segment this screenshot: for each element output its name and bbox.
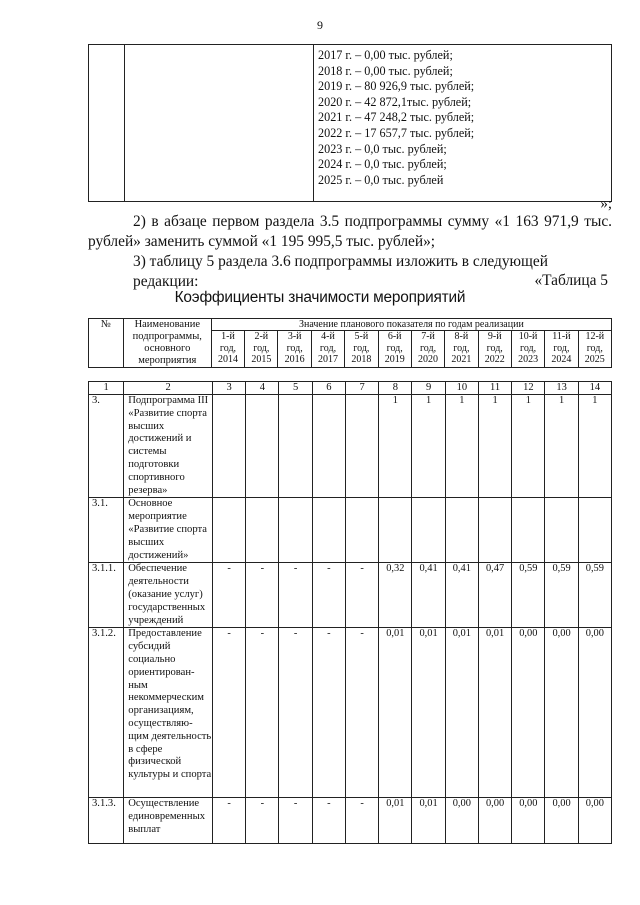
header-year-word: год, (519, 342, 537, 354)
row-name: Основное мероприятие «Развитие спорта высших достижений» (124, 498, 213, 563)
header-year-9 (478, 331, 511, 368)
page-number: 9 (317, 18, 323, 32)
header-year-ord: 10-й (518, 331, 538, 342)
header-year-year: 2015 (251, 354, 272, 365)
funding-continuation-table (88, 44, 612, 202)
row-value: 0,59 (578, 563, 611, 628)
header-year-word: год, (286, 342, 303, 354)
row-number: 3.1.1. (89, 563, 124, 628)
row-value: 1 (412, 395, 445, 498)
row-name: Обеспечение деятельности (оказание услуг) государственных учреждений (124, 563, 213, 628)
row-value: - (345, 563, 378, 628)
header-year-ord: 9-й (487, 331, 502, 342)
row-value: - (279, 563, 312, 628)
row-value: - (246, 563, 279, 628)
table-row (89, 798, 612, 844)
header-year-ord: 3-й (287, 331, 302, 342)
row-value: 0,01 (412, 628, 445, 798)
row-value: 0,01 (445, 628, 478, 798)
row-value: 0,32 (379, 563, 412, 628)
header-year-year: 2021 (451, 354, 472, 365)
row-value: 0,01 (412, 798, 445, 844)
header-year-11 (545, 331, 578, 368)
row-value: 0,00 (478, 798, 511, 844)
row-value: 1 (578, 395, 611, 498)
paragraph-amendment-2 (88, 212, 612, 252)
header-year-ord: 2-й (254, 331, 269, 342)
column-index: 9 (412, 382, 445, 395)
row-value (279, 395, 312, 498)
column-index: 10 (445, 382, 478, 395)
header-year-ord: 6-й (387, 331, 402, 342)
header-year-word: год, (353, 342, 370, 354)
funding-line: 2022 г. – 17 657,7 тыс. рублей; (318, 125, 475, 140)
row-value: 1 (545, 395, 578, 498)
header-year-4 (311, 331, 344, 368)
header-year-8 (445, 331, 478, 368)
column-index: 3 (212, 382, 245, 395)
row-number: 3.1. (89, 498, 124, 563)
table-title: Коэффициенты значимости мероприятий (174, 289, 466, 306)
header-year-word: год, (586, 342, 603, 354)
row-value (412, 498, 445, 563)
row-value: - (212, 563, 245, 628)
row-value: 0,01 (379, 798, 412, 844)
header-year-year: 2025 (584, 354, 605, 365)
row-value: 0,00 (578, 628, 611, 798)
column-index: 12 (512, 382, 545, 395)
header-year-6 (378, 331, 411, 368)
closing-quote: »; (600, 196, 612, 212)
row-value: - (312, 563, 345, 628)
row-value (345, 498, 378, 563)
header-year-year: 2022 (484, 354, 505, 365)
header-year-year: 2023 (518, 354, 539, 365)
header-year-word: год, (386, 342, 403, 354)
row-value: 0,59 (512, 563, 545, 628)
header-year-word: год, (486, 342, 503, 354)
funding-line: 2021 г. – 47 248,2 тыс. рублей; (318, 110, 475, 125)
header-year-word: год, (253, 342, 270, 354)
header-year-ord: 12-й (585, 331, 605, 342)
row-value: 0,00 (512, 628, 545, 798)
row-value (478, 498, 511, 563)
header-year-word: год, (219, 342, 237, 354)
funding-line: 2025 г. – 0,0 тыс. рублей (318, 172, 444, 187)
row-value: 0,00 (445, 798, 478, 844)
header-year-ord: 1-й (221, 331, 235, 342)
table-row (89, 395, 612, 498)
row-value: 0,00 (545, 628, 578, 798)
column-index: 6 (312, 382, 345, 395)
coefficients-table-header (88, 318, 612, 368)
row-value: 1 (445, 395, 478, 498)
row-value: - (312, 628, 345, 798)
row-value: - (212, 628, 245, 798)
row-value (379, 498, 412, 563)
header-year-3 (278, 331, 311, 368)
funding-line: 2017 г. – 0,00 тыс. рублей; (318, 48, 453, 62)
table-row (89, 563, 612, 628)
empty-cell (89, 45, 125, 202)
row-value: 0,41 (445, 563, 478, 628)
header-num: № (89, 319, 124, 368)
row-value: 0,01 (379, 628, 412, 798)
header-year-word: год, (553, 342, 570, 354)
paragraph-amendment-3: 3) таблицу 5 раздела 3.6 подпрограммы изложить в следующей редакции: (133, 253, 548, 290)
row-value: - (246, 628, 279, 798)
header-year-year: 2017 (318, 354, 338, 365)
row-value (212, 498, 245, 563)
row-value (246, 498, 279, 563)
column-index: 14 (578, 382, 611, 395)
header-year-ord: 8-й (454, 331, 469, 342)
row-value: - (212, 798, 245, 844)
header-year-5 (345, 331, 378, 368)
funding-line: 2023 г. – 0,0 тыс. рублей; (318, 141, 447, 156)
coefficients-table-body (88, 381, 612, 844)
table-row (89, 628, 612, 798)
row-name: Осуществление единовременных выплат (124, 798, 213, 844)
header-year-1 (211, 331, 244, 368)
row-value: 0,41 (412, 563, 445, 628)
column-index: 8 (379, 382, 412, 395)
header-year-word: год, (453, 342, 470, 354)
column-index: 13 (545, 382, 578, 395)
header-group: Значение планового показателя по годам реализации (211, 319, 611, 331)
funding-line: 2020 г. – 42 872,1тыс. рублей; (318, 94, 472, 109)
row-value: - (345, 628, 378, 798)
row-value (545, 498, 578, 563)
paragraph-line: 2) в абзаце первом раздела 3.5 подпрограммы сумму «1 163 971,9 тыс. (133, 213, 612, 230)
row-value: 0,00 (512, 798, 545, 844)
header-year-12 (578, 331, 611, 368)
funding-line: 2024 г. – 0,0 тыс. рублей; (318, 157, 447, 172)
header-year-2 (245, 331, 278, 368)
header-year-ord: 7-й (421, 331, 435, 342)
row-value (345, 395, 378, 498)
header-name: Наименование подпрограммы, основного мероприятия (123, 319, 211, 368)
funding-lines (314, 45, 612, 202)
row-value: - (246, 798, 279, 844)
row-value: 1 (478, 395, 511, 498)
row-value: 0,01 (478, 628, 511, 798)
funding-line: 2019 г. – 80 926,9 тыс. рублей; (318, 79, 475, 94)
column-index: 11 (478, 382, 511, 395)
header-year-ord: 5-й (354, 331, 369, 342)
row-number: 3.1.3. (89, 798, 124, 844)
row-value (578, 498, 611, 563)
column-index: 1 (89, 382, 124, 395)
header-year-ord: 4-й (321, 331, 335, 342)
header-year-word: год, (319, 342, 337, 354)
empty-cell (125, 45, 314, 202)
header-year-year: 2016 (284, 354, 305, 365)
column-index: 4 (246, 382, 279, 395)
row-value: 0,00 (545, 798, 578, 844)
column-index: 7 (345, 382, 378, 395)
row-value: - (279, 628, 312, 798)
header-year-ord: 11-й (552, 331, 571, 342)
column-index-row (89, 382, 612, 395)
row-value (312, 498, 345, 563)
header-year-year: 2024 (551, 354, 572, 365)
table-row (89, 498, 612, 563)
row-value: 1 (512, 395, 545, 498)
row-name: Предоставление субсидий социально ориентирован-ным некоммерческим организациям, осуществляю-щим деятельность в сфере физической культуры и спорта (124, 628, 213, 798)
row-value (246, 395, 279, 498)
row-value: 0,59 (545, 563, 578, 628)
row-value: - (279, 798, 312, 844)
column-index: 2 (124, 382, 213, 395)
header-year-year: 2014 (217, 354, 238, 365)
header-year-year: 2020 (418, 354, 439, 365)
header-year-word: год, (419, 342, 437, 354)
column-index: 5 (279, 382, 312, 395)
row-value: - (345, 798, 378, 844)
row-value (279, 498, 312, 563)
row-value: 0,00 (578, 798, 611, 844)
row-value (512, 498, 545, 563)
row-value (445, 498, 478, 563)
row-name: Подпрограмма III «Развитие спорта высших достижений и системы подготовки спортивного резерва» (124, 395, 213, 498)
row-number: 3.1.2. (89, 628, 124, 798)
table-reference: «Таблица 5 (534, 272, 608, 289)
header-year-10 (511, 331, 544, 368)
row-value (312, 395, 345, 498)
header-year-7 (411, 331, 444, 368)
row-value (212, 395, 245, 498)
row-value: - (312, 798, 345, 844)
paragraph-line: рублей» заменить суммой «1 195 995,5 тыс. рублей»; (88, 233, 436, 250)
row-value: 1 (379, 395, 412, 498)
funding-line: 2018 г. – 0,00 тыс. рублей; (318, 63, 453, 78)
header-year-year: 2018 (351, 354, 372, 365)
header-year-year: 2019 (384, 354, 405, 365)
row-number: 3. (89, 395, 124, 498)
row-value: 0,47 (478, 563, 511, 628)
